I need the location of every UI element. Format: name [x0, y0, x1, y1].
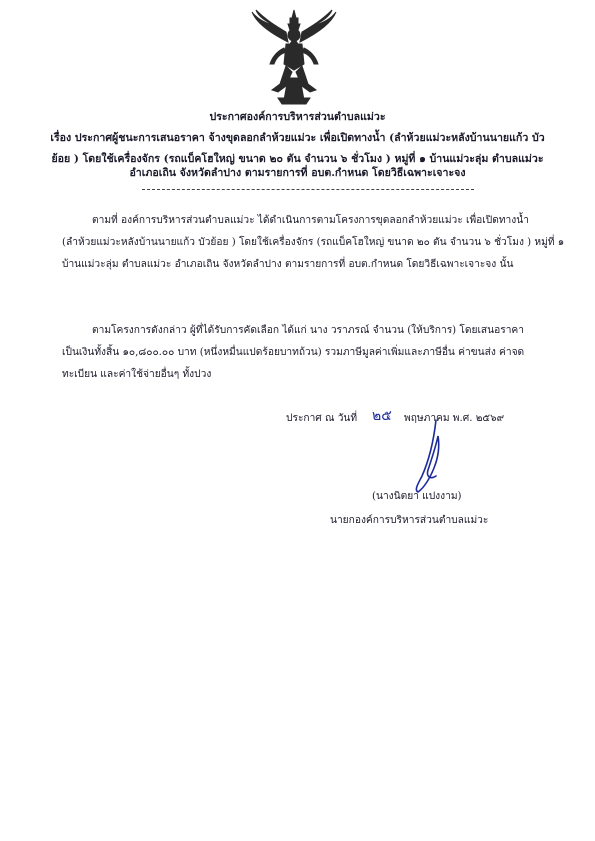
body-p2-line-1: ตามโครงการดังกล่าว ผู้ที่ได้รับการคัดเลือก ได้แก่ นาง วราภรณ์ จำนวน (ให้บริการ) โดยเสนอราคา — [92, 325, 524, 336]
subject-line-1: เรื่อง ประกาศผู้ชนะการเสนอราคา จ้างขุดลอกลำห้วยแม่วะ เพื่อเปิดทางน้ำ (ลำห้วยแม่วะหลังบ้านนายแก้ว บัว — [50, 132, 545, 144]
announcement-day: ๒๕ — [372, 408, 392, 424]
announcement-month-year: พฤษภาคม พ.ศ. ๒๕๖๙ — [404, 413, 505, 424]
signature-scribble-icon — [400, 418, 460, 498]
body-p1-line-2: (ลำห้วยแม่วะหลังบ้านนายแก้ว บัวย้อย ) โดยใช้เครื่องจักร (รถแบ็คโฮใหญ่ ขนาด ๒๐ ตัน จำนวน ๖ ชั่วโมง ) หมู่ที่ ๑ — [62, 237, 565, 248]
subject-line-2: ย้อย ) โดยใช้เครื่องจักร (รถแบ็คโฮใหญ่ ขนาด ๒๐ ตัน จำนวน ๖ ชั่วโมง ) หมู่ที่ ๑ บ้านแม่วะลุ่ม ตำบลแม่วะ — [51, 153, 544, 165]
garuda-emblem-icon — [248, 8, 340, 106]
signatory-name: (นางนิตยา แปงงาม) — [372, 491, 462, 502]
subject-line-3: อำเภอเถิน จังหวัดลำปาง ตามรายการที่ อบต.กำหนด โดยวิธีเฉพาะเจาะจง — [129, 167, 466, 179]
body-p2-line-3: ทะเบียน และค่าใช้จ่ายอื่นๆ ทั้งปวง — [62, 369, 212, 380]
signatory-position: นายกองค์การบริหารส่วนตำบลแม่วะ — [330, 515, 489, 526]
separator-line — [142, 189, 474, 190]
announcement-date-prefix: ประกาศ ณ วันที่ — [286, 413, 358, 424]
body-p1-line-3: บ้านแม่วะลุ่ม ตำบลแม่วะ อำเภอเถิน จังหวัดลำปาง ตามรายการที่ อบต.กำหนด โดยวิธีเฉพาะเจาะจง นั้น — [62, 259, 514, 270]
page-title: ประกาศองค์การบริหารส่วนตำบลแม่วะ — [209, 111, 386, 123]
body-p1-line-1: ตามที่ องค์การบริหารส่วนตำบลแม่วะ ได้ดำเนินการตามโครงการขุดลอกลำห้วยแม่วะ เพื่อเปิดทางน้ำ — [92, 215, 529, 226]
body-p2-line-2: เป็นเงินทั้งสิ้น ๑๐,๘๐๐.๐๐ บาท (หนึ่งหมื่นแปดร้อยบาทถ้วน) รวมภาษีมูลค่าเพิ่มและภาษีอื่น ค่าขนส่ง ค่าจด — [62, 347, 525, 358]
